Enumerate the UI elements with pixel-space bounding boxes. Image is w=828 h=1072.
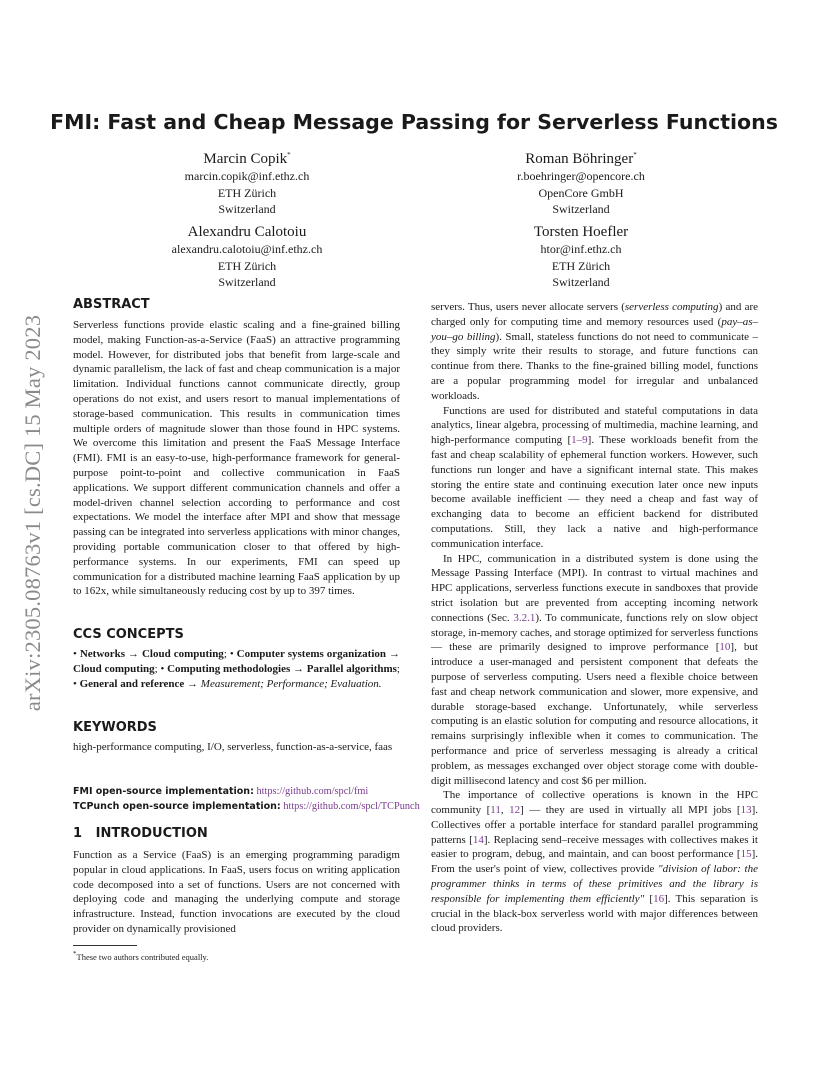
abstract-text: Serverless functions provide elastic scaling and a fine-grained billing model, making Function-as-a-Service (FaaS) an attractive programming model. However, for distributed jobs that benefit from large-scale and dynamic parallelism, the lack of fast and cheap communication is a major limitation. Individual functions cannot communicate directly, group operations do not exist, and users resort to manual implementations of storage-based communication. This results in communication times multiple orders of magnitude slower than those found in HPC systems. We overcome this limitation and present the FaaS Message Interface (FMI). FMI is an easy-to-use, high-performance framework for general-purpose point-to-point and collective communication in FaaS applications. We support different communication channels and offer a model-driven channel selection according to performance and cost expectations. We model the interface after MPI and show that message passing can be integrated into serverless applications with minor changes, providing portable communication closer to that offered by high-performance systems. In our experiments, FMI can speed up communication for a distributed machine learning FaaS application by up to 162x, while simultaneously reducing cost by up to 397 times. — [73, 319, 400, 598]
intro-paragraph: servers. Thus, users never allocate servers (serverless computing) and are charged only for computing time and memory resources used (pay–as–you–go billing). Small, stateless functions do not need to communicate – they simply write their results to storage, and future functions can continue from there. Thanks to the fine-grained billing model, functions are a popular programming model for irregular and unbalanced workloads. — [431, 301, 759, 402]
author-block — [117, 146, 377, 218]
author-country: Switzerland — [552, 275, 610, 289]
author-affiliation: ETH Zürich — [217, 185, 277, 200]
author-country: Switzerland — [218, 275, 276, 289]
oss-line: FMI open-source implementation: https://github.com/spcl/fmi — [73, 786, 369, 797]
author-name: Roman Böhringer* — [525, 151, 637, 167]
intro-paragraph: Function as a Service (FaaS) is an emerging programming paradigm popular in cloud applications. In FaaS, users focus on writing application code decomposed into a set of functions. Users are not concerned with deploying code and managing the underlying compute and storage infrastructure. Instead, function invocations are executed by the cloud provider on dynamically provisioned — [73, 849, 400, 935]
fmi-repo-link[interactable]: https://github.com/spcl/fmi — [256, 786, 369, 797]
citation-link[interactable]: 12 — [509, 804, 521, 817]
author-block — [117, 223, 377, 291]
author-country: Switzerland — [218, 202, 276, 216]
paper-title: FMI: Fast and Cheap Message Passing for Serverless Functions — [50, 110, 778, 134]
citation-link[interactable]: 14 — [472, 833, 484, 846]
author-email: marcin.copik@inf.ethz.ch — [184, 169, 310, 183]
author-email: alexandru.calotoiu@inf.ethz.ch — [171, 242, 323, 256]
citation-link[interactable]: 13 — [740, 804, 752, 817]
intro-paragraph: The importance of collective operations is known in the HPC community [11, 12] — they are used in virtually all MPI jobs [13]. Collectives offer a portable interface for standard parallel programming patterns [14]. Replacing send–receive messages with collectives makes it easier to program, debug, and maintain, and can boost performance [15]. From the user's point of view, collectives provide "division of labor: the programmer thinks in terms of these primitives and the library is responsible for implementing them efficiently" [16]. This separation is crucial in the black-box serverless world with major differences between cloud providers. — [431, 789, 759, 935]
oss-line: TCPunch open-source implementation: https://github.com/spcl/TCPunch — [73, 801, 420, 812]
citation-link[interactable]: 16 — [653, 892, 665, 905]
keywords-heading: KEYWORDS — [73, 720, 157, 735]
abstract-heading: ABSTRACT — [73, 297, 150, 312]
keywords-text: high-performance computing, I/O, serverless, function-as-a-service, faas — [73, 741, 393, 753]
citation-link[interactable]: 11 — [490, 804, 501, 817]
author-email: r.boehringer@opencore.ch — [517, 169, 645, 183]
ccs-heading: CCS CONCEPTS — [73, 627, 184, 642]
intro-paragraph: Functions are used for distributed and stateful computations in data analytics, linear algebra, processing of multimedia, machine learning, and high-performance computing [1–9]. These workloads benefit from the fast and cheap scalability of ephemeral function workers. However, such functions run longer and have a significant internal state. This makes storing the entire state and continuing execution later once new inputs become available inefficient — they need a cheap and fast way of exchanging data to become an efficient backend for distributed computations. Still, they lack a native and high-performance communication interface. — [431, 404, 758, 550]
citation-link[interactable]: 10 — [719, 641, 731, 654]
author-affiliation: ETH Zürich — [217, 258, 277, 273]
author-affiliation: OpenCore GmbH — [538, 185, 624, 200]
intro-paragraph: In HPC, communication in a distributed system is done using the Message Passing Interface (MPI). In contrast to virtual machines and HPC applications, serverless functions execute in sandboxes that provide strict isolation but are prevented from accepting incoming network connections (Sec. 3.2.1). To communicate, functions rely on slow object storage, in-memory caches, and storage optimized for serverless functions — these are primarily designed to improve performance [10], but introduce a user-managed and persistent component that defeats the purpose of serverless computing. Users need a flexible choice between fast and cheap network communication and slower, more expensive, and durable storage-based exchange. Unfortunately, while serverless computing is an elastic solution for computing and resource allocations, it remains surprisingly inflexible when it comes to communication. The performance and price of serverless messaging is already a critical problem, as messages exchanged over object storage come with double-digit millisecond latency and cost $6 per million. — [431, 552, 758, 787]
arxiv-identifier: arXiv:2305.08763v1 [cs.DC] 15 May 2023 — [20, 314, 45, 712]
author-email: htor@inf.ethz.ch — [540, 242, 622, 256]
footnote: *These two authors contributed equally. — [73, 950, 209, 962]
author-country: Switzerland — [552, 202, 610, 216]
author-name: Marcin Copik* — [203, 151, 291, 167]
citation-link[interactable]: 15 — [740, 848, 752, 861]
footnote-rule — [73, 945, 137, 946]
intro-heading: 1 INTRODUCTION — [73, 826, 208, 841]
intro-body-right — [431, 300, 758, 936]
citation-link[interactable]: 1–9 — [571, 434, 588, 447]
author-block — [451, 146, 711, 218]
ccs-concepts: • Networks → Cloud computing; • Computer systems organization → Cloud computing; • Computing methodologies → Parallel algorithms; • General and reference → Measurement; Performance; Evaluation. — [73, 648, 400, 690]
section-link[interactable]: 3.2.1 — [513, 611, 536, 624]
author-name: Alexandru Calotoiu — [187, 224, 307, 240]
author-affiliation: ETH Zürich — [551, 258, 611, 273]
author-name: Torsten Hoefler — [533, 224, 629, 240]
tcpunch-repo-link[interactable]: https://github.com/spcl/TCPunch — [283, 801, 420, 812]
author-block — [451, 223, 711, 291]
